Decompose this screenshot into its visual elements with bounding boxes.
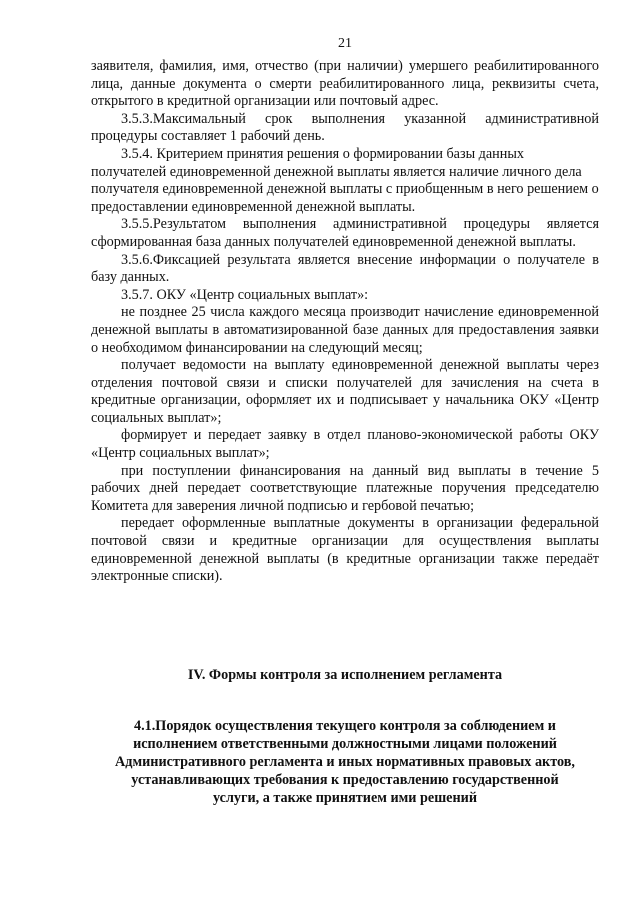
paragraph-3-5-7: 3.5.7. ОКУ «Центр социальных выплат»: [121, 286, 369, 303]
subsection-title [91, 717, 599, 807]
subsection-title-line: Административного регламента и иных нормативных правовых актов, [115, 754, 575, 770]
subsection-title-line: устанавливающих требования к предоставлению государственной [131, 772, 559, 788]
paragraph-statements: получает ведомости на выплату единовременной денежной выплаты через отделения почтовой связи и списки получателей для зачисления на счета в кредитные организации, оформляет их и подписывает у начальника ОКУ «Центр социальных выплат»; [91, 357, 599, 426]
paragraph-funding: при поступлении финансирования на данный вид выплаты в течение 5 рабочих дней передает соответствующие платежные поручения председателю Комитета для заверения личной подписью и гербовой печатью; [91, 462, 599, 514]
paragraph-3-5-4: 3.5.4. Критерием принятия решения о формировании базы данных получателей единовременной денежной выплаты является наличие личного дела получателя единовременной денежной выплаты с приобщенным в него решением о предоставлении единовременной денежной выплаты. [91, 145, 599, 215]
paragraph-3-5-3: 3.5.3.Максимальный срок выполнения указанной административной процедуры составляет 1 рабочий день. [91, 110, 599, 145]
paragraph-applicant-data: заявителя, фамилия, имя, отчество (при наличии) умершего реабилитированного лица, данные документа о смерти реабилитированного лица, реквизиты счета, открытого в кредитной организации или почтовый адрес. [91, 58, 599, 110]
paragraph-accrual: не позднее 25 числа каждого месяца производит начисление единовременной денежной выплаты в автоматизированной базе данных для предоставления заявки о необходимом финансировании на следующий месяц; [91, 304, 599, 356]
body-text [91, 58, 599, 586]
page-number: 21 [338, 36, 352, 51]
subsection-title-line: исполнением ответственными должностными лицами положений [133, 736, 557, 752]
section-title: IV. Формы контроля за исполнением регламента [187, 667, 503, 683]
subsection-title-line: услуги, а также принятием ими решений [213, 790, 477, 806]
subsection-title-line: 4.1.Порядок осуществления текущего контроля за соблюдением и [134, 718, 556, 734]
paragraph-3-5-6: 3.5.6.Фиксацией результата является внесение информации о получателе в базу данных. [91, 251, 599, 286]
paragraph-request: формирует и передает заявку в отдел планово-экономической работы ОКУ «Центр социальных выплат»; [91, 427, 599, 462]
paragraph-transfer: передает оформленные выплатные документы в организации федеральной почтовой связи и кредитные организации для осуществления выплаты единовременной денежной выплаты (в кредитные организации также передаёт электронные списки). [91, 515, 599, 585]
paragraph-3-5-5: 3.5.5.Результатом выполнения административной процедуры является сформированная база данных получателей единовременной денежной выплаты. [91, 216, 599, 250]
